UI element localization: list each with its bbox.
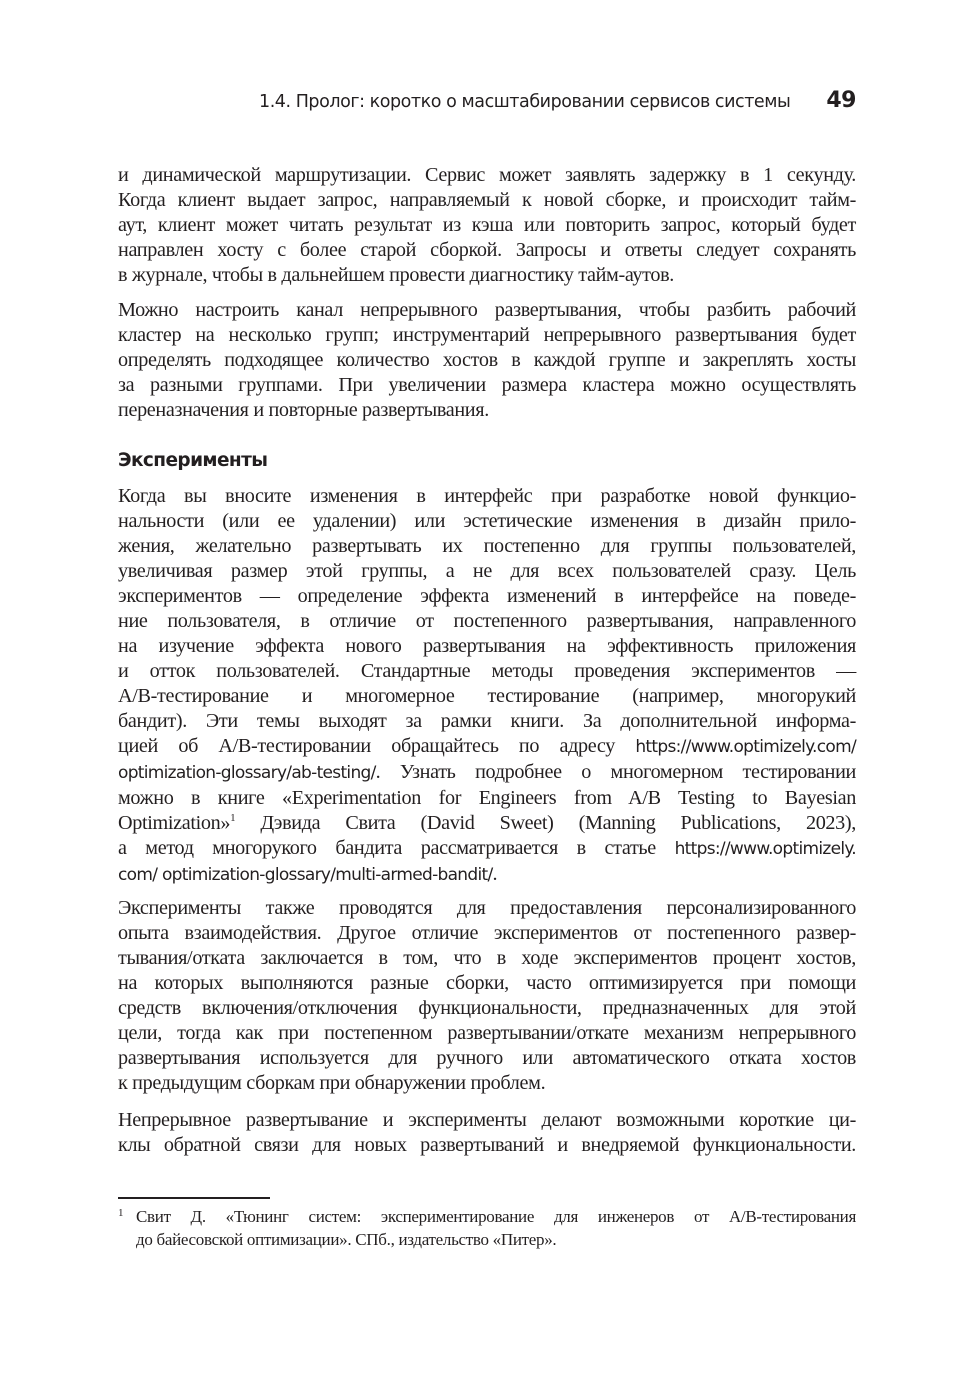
- text-line: можно в книге «Experimentation for Engineers from A/B Testing to Bayesian: [118, 787, 856, 809]
- text-line: переназначения и повторные развертывания.: [118, 399, 489, 421]
- text-line: A/B-тестирование и многомерное тестирование (например, многорукий: [118, 685, 856, 707]
- text-line: Эксперименты также проводятся для предоставления персонализированного: [118, 897, 856, 919]
- text-line: на изучение эффекта нового развертывания на эффективность приложения: [118, 635, 856, 657]
- text-line: Когда клиент выдает запрос, направляемый к новой сборке, и происходит тайм-: [118, 189, 856, 211]
- paragraph-1: [118, 163, 856, 288]
- paragraph-3: [118, 484, 856, 888]
- text-line: за разными группами. При увеличении размера кластера можно осуществлять: [118, 374, 856, 396]
- multi-armed-bandit-link[interactable]: https://www.optimizely.: [674, 839, 856, 859]
- text-line: на которых выполняются разные сборки, часто оптимизируется при помощи: [118, 972, 856, 994]
- text-line: Непрерывное развертывание и эксперименты делают возможными короткие ци-: [118, 1109, 856, 1131]
- text-line: развертывания используется для ручного или автоматического отката хостов: [118, 1047, 856, 1069]
- ab-testing-link-continued[interactable]: optimization-glossary/ab-testing/: [118, 763, 376, 783]
- text-span: а метод многорукого бандита рассматривается в статье: [118, 837, 675, 859]
- footnote-line: Свит Д. «Тюнинг систем: экспериментирование для инженеров от A/B-тестирования: [136, 1207, 856, 1226]
- text-line: аут, клиент может читать результат из кэша или повторить запрос, который будет: [118, 214, 856, 236]
- running-title: 1.4. Пролог: коротко о масштабировании сервисов системы: [259, 92, 791, 112]
- paragraph-2: [118, 298, 856, 423]
- text-line: [118, 836, 856, 862]
- footnote-reference[interactable]: 1: [230, 812, 236, 824]
- text-line: Когда вы вносите изменения в интерфейс при разработке новой функцио-: [118, 485, 856, 507]
- text-line: ние пользователя, в отличие от постепенного развертывания, направленного: [118, 610, 856, 632]
- running-header: [118, 88, 856, 120]
- paragraph-4: [118, 896, 856, 1096]
- footnote-text: [136, 1205, 856, 1251]
- footnote-divider: [118, 1197, 270, 1199]
- footnote: [118, 1205, 856, 1251]
- text-line: направлен хосту с более старой сборкой. Запросы и ответы следует сохранять: [118, 239, 856, 261]
- text-line: кластер на несколько групп; инструментарий непрерывного развертывания будет: [118, 324, 856, 346]
- text-line: средств включения/отключения функциональности, предназначенных для этой: [118, 997, 856, 1019]
- text-line: [118, 811, 856, 836]
- text-line: [118, 734, 856, 760]
- text-span: . Узнать подробнее о многомерном тестировании: [375, 761, 856, 783]
- text-line: бандит). Эти темы выходят за рамки книги. За дополнительной информа-: [118, 710, 856, 732]
- section-heading: Эксперименты: [118, 450, 268, 471]
- text-line: цели, тогда как при постепенном развертывании/откате механизм непрерывного: [118, 1022, 856, 1044]
- text-line: определять подходящее количество хостов в каждой группе и закреплять хосты: [118, 349, 856, 371]
- text-span: Дэвида Свита (David Sweet) (Manning Publications, 2023),: [235, 812, 856, 834]
- text-line: и динамической маршрутизации. Сервис может заявлять задержку в 1 секунду.: [118, 164, 856, 186]
- text-line: клы обратной связи для новых развертываний и внедряемой функциональности.: [118, 1134, 856, 1156]
- text-line: в журнале, чтобы в дальнейшем провести диагностику тайм-аутов.: [118, 264, 674, 286]
- page-number: 49: [826, 88, 856, 113]
- text-span: цией об A/B-тестировании обращайтесь по адресу: [118, 735, 636, 757]
- multi-armed-bandit-link-continued[interactable]: com/ optimization-glossary/multi-armed-bandit/: [118, 865, 493, 885]
- footnote-mark: 1: [118, 1207, 124, 1219]
- text-line: тывания/отката заключается в том, что в ходе экспериментов процент хостов,: [118, 947, 856, 969]
- text-span: .: [492, 863, 498, 885]
- paragraph-5: [118, 1108, 856, 1158]
- text-line: к предыдущим сборкам при обнаружении проблем.: [118, 1072, 546, 1094]
- text-line: жения, желательно развертывать их постепенно для группы пользователей,: [118, 535, 856, 557]
- ab-testing-link[interactable]: https://www.optimizely.com/: [635, 737, 856, 757]
- text-span: Optimization»: [118, 812, 231, 834]
- text-line: Можно настроить канал непрерывного развертывания, чтобы разбить рабочий: [118, 299, 856, 321]
- text-line: увеличивая размер этой группы, а не для всех пользователей сразу. Цель: [118, 560, 856, 582]
- footnote-line: до байесовской оптимизации». СПб., издательство «Питер».: [136, 1230, 557, 1249]
- text-line: [118, 760, 856, 786]
- text-line: экспериментов — определение эффекта изменений в интерфейсе на поведе-: [118, 585, 856, 607]
- text-line: [118, 862, 856, 888]
- text-line: нальности (или ее удалении) или эстетические изменения в дизайн прило-: [118, 510, 856, 532]
- text-line: и отток пользователей. Стандартные методы проведения экспериментов —: [118, 660, 856, 682]
- text-line: опыта взаимодействия. Другое отличие экспериментов от постепенного развер-: [118, 922, 856, 944]
